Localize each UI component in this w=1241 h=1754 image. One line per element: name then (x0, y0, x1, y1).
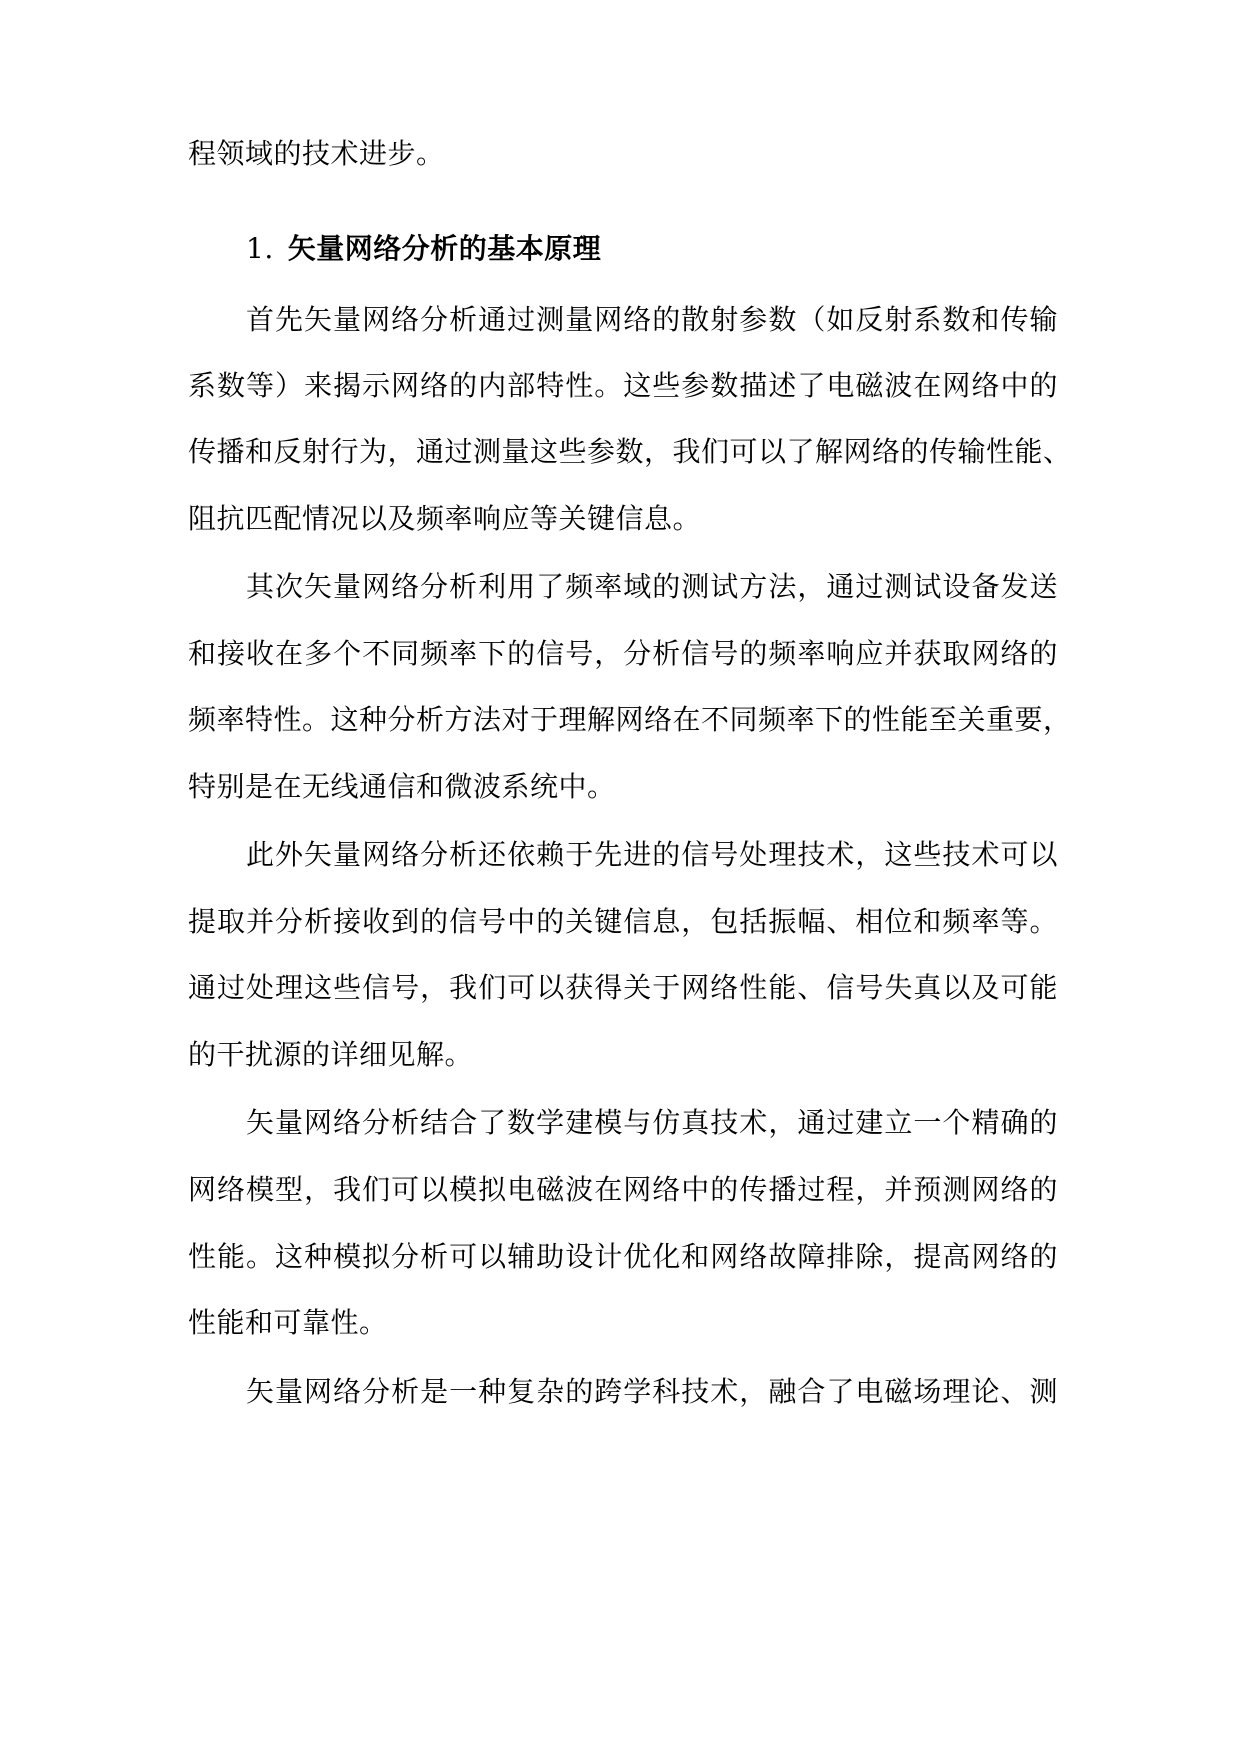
paragraph-3-line-4: 的干扰源的详细见解。 (188, 1038, 474, 1071)
paragraph-5-line-1: 矢量网络分析是一种复杂的跨学科技术，融合了电磁场理论、测 (246, 1375, 1058, 1408)
paragraph-4-line-4: 性能和可靠性。 (188, 1306, 388, 1339)
section-title: 矢量网络分析的基本原理 (287, 232, 602, 265)
paragraph-4-line-1: 矢量网络分析结合了数学建模与仿真技术，通过建立一个精确的 (246, 1106, 1058, 1139)
section-number: 1. (246, 232, 274, 265)
paragraph-1-line-3: 传播和反射行为，通过测量这些参数，我们可以了解网络的传输性能、 (188, 435, 1072, 468)
paragraph-2-line-2: 和接收在多个不同频率下的信号，分析信号的频率响应并获取网络的 (188, 637, 1058, 670)
paragraph-3-line-2: 提取并分析接收到的信号中的关键信息，包括振幅、相位和频率等。 (188, 905, 1058, 938)
paragraph-4-line-2: 网络模型，我们可以模拟电磁波在网络中的传播过程，并预测网络的 (188, 1173, 1058, 1206)
carryover-line: 程领域的技术进步。 (188, 137, 445, 170)
paragraph-1-line-4: 阻抗匹配情况以及频率响应等关键信息。 (188, 502, 702, 535)
paragraph-1-line-1: 首先矢量网络分析通过测量网络的散射参数（如反射系数和传输 (246, 303, 1058, 336)
section-heading (246, 229, 601, 269)
paragraph-3-line-3: 通过处理这些信号，我们可以获得关于网络性能、信号失真以及可能 (188, 971, 1058, 1004)
paragraph-2-line-4: 特别是在无线通信和微波系统中。 (188, 770, 616, 803)
paragraph-2-line-1: 其次矢量网络分析利用了频率域的测试方法，通过测试设备发送 (246, 570, 1058, 603)
paragraph-1-line-2: 系数等）来揭示网络的内部特性。这些参数描述了电磁波在网络中的 (188, 369, 1058, 402)
paragraph-2-line-3: 频率特性。这种分析方法对于理解网络在不同频率下的性能至关重要， (188, 703, 1072, 736)
paragraph-3-line-1: 此外矢量网络分析还依赖于先进的信号处理技术，这些技术可以 (246, 838, 1058, 871)
paragraph-4-line-3: 性能。这种模拟分析可以辅助设计优化和网络故障排除，提高网络的 (188, 1240, 1058, 1273)
